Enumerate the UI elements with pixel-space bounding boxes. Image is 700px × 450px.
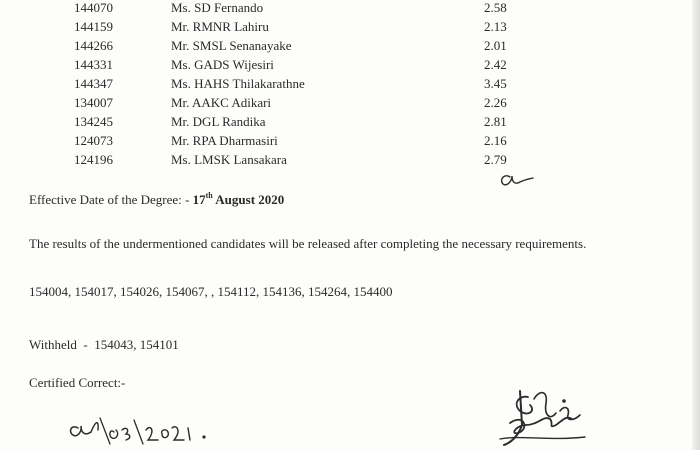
candidate-gpa: 2.13 bbox=[484, 19, 507, 34]
table-row bbox=[0, 114, 600, 132]
candidate-name: Mr. RMNR Lahiru bbox=[171, 19, 269, 34]
effective-date-label: Effective Date of the Degree: - bbox=[29, 192, 193, 207]
candidate-name: Mr. AAKC Adikari bbox=[171, 95, 272, 110]
withheld-line bbox=[29, 337, 179, 353]
candidate-gpa: 2.01 bbox=[484, 38, 507, 53]
candidate-name: Mr. RPA Dharmasiri bbox=[171, 133, 278, 148]
candidate-id: 144331 bbox=[74, 57, 113, 72]
certified-correct-label: Certified Correct:- bbox=[29, 375, 126, 390]
candidate-name: Ms. SD Fernando bbox=[171, 0, 264, 15]
candidate-gpa: 2.26 bbox=[484, 95, 507, 110]
candidate-name: Mr. SMSL Senanayake bbox=[171, 38, 292, 53]
candidate-id: 144159 bbox=[74, 19, 113, 34]
candidate-gpa: 2.79 bbox=[484, 152, 507, 167]
effective-date-line bbox=[29, 191, 284, 208]
candidate-name: Ms. GADS Wijesiri bbox=[171, 57, 274, 72]
pending-candidate-list: 154004, 154017, 154026, 154067, , 154112, 154136, 154264, 154400 bbox=[29, 284, 393, 299]
candidate-gpa: 3.45 bbox=[484, 76, 507, 91]
handwritten-initial-mark bbox=[496, 160, 536, 190]
candidate-name: Ms. HAHS Thilakarathne bbox=[171, 76, 305, 91]
handwritten-signature bbox=[490, 385, 600, 450]
effective-date-day: 17 bbox=[192, 192, 206, 207]
table-row bbox=[0, 38, 600, 56]
candidate-id: 134245 bbox=[74, 114, 113, 129]
candidate-gpa: 2.58 bbox=[484, 0, 507, 15]
table-row bbox=[0, 133, 600, 151]
candidate-gpa: 2.42 bbox=[484, 57, 507, 72]
withheld-ids: 154043, 154101 bbox=[94, 337, 179, 352]
candidate-name: Mr. DGL Randika bbox=[171, 114, 266, 129]
table-row bbox=[0, 95, 600, 113]
withheld-separator: - bbox=[76, 337, 95, 352]
candidate-id: 144070 bbox=[74, 0, 113, 15]
withheld-label: Withheld bbox=[29, 337, 77, 352]
table-row bbox=[0, 0, 600, 18]
table-row bbox=[0, 76, 600, 94]
undermentioned-notice: The results of the undermentioned candidates will be released after completing the necessary requirements. bbox=[29, 236, 587, 251]
handwritten-date-signature bbox=[64, 410, 224, 450]
candidate-id: 144266 bbox=[74, 38, 113, 53]
candidate-id: 134007 bbox=[74, 95, 113, 110]
candidate-gpa: 2.16 bbox=[484, 133, 507, 148]
table-row bbox=[0, 57, 600, 75]
candidate-id: 124073 bbox=[74, 133, 113, 148]
candidate-name: Ms. LMSK Lansakara bbox=[171, 152, 287, 167]
effective-date-day-suffix: th bbox=[205, 191, 213, 200]
candidate-gpa: 2.81 bbox=[484, 114, 507, 129]
candidate-id: 144347 bbox=[74, 76, 113, 91]
effective-date-month-year: August 2020 bbox=[212, 192, 285, 207]
scan-page-edge bbox=[692, 0, 700, 450]
table-row bbox=[0, 19, 600, 37]
candidate-id: 124196 bbox=[74, 152, 113, 167]
